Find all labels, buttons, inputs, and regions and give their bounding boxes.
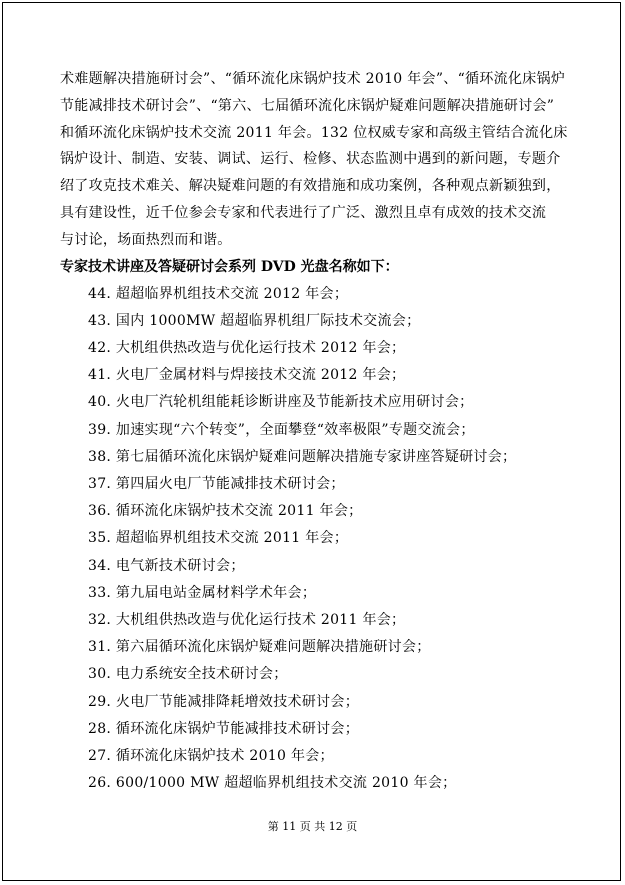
list-item: 40. 火电厂汽轮机组能耗诊断讲座及节能新技术应用研讨会； <box>88 394 474 411</box>
list-item: 36. 循环流化床锅炉技术交流 2011 年会； <box>88 503 363 520</box>
intro-line: 节能减排技术研讨会”、“第六、七届循环流化床锅炉疑难问题解决措施研讨会” <box>60 97 555 114</box>
list-item: 37. 第四届火电厂节能减排技术研讨会； <box>88 476 345 492</box>
list-item: 44. 超超临界机组技术交流 2012 年会； <box>88 285 349 302</box>
intro-line: 具有建设性，近千位参会专家和代表进行了广泛、激烈且卓有成效的技术交流 <box>60 204 547 221</box>
section-heading: 专家技术讲座及答疑研讨会系列 DVD 光盘名称如下： <box>60 258 399 275</box>
document-body <box>60 66 578 797</box>
list-item: 26. 600/1000 MW 超超临界机组技术交流 2010 年会； <box>88 775 457 792</box>
page-number: 第 11 页 共 12 页 <box>267 820 358 833</box>
list-item: 31. 第六届循环流化床锅炉疑难问题解决措施研讨会； <box>88 639 431 656</box>
intro-line: 锅炉设计、制造、安装、调试、运行、检修、状态监测中遇到的新问题，专题介 <box>60 151 561 168</box>
intro-paragraph <box>60 66 578 254</box>
page-footer <box>0 818 625 834</box>
list-item: 38. 第七届循环流化床锅炉疑难问题解决措施专家讲座答疑研讨会； <box>88 448 517 465</box>
list-item: 41. 火电厂金属材料与焊接技术交流 2012 年会； <box>88 367 406 384</box>
intro-line: 术难题解决措施研讨会”、“循环流化床锅炉技术 2010 年会”、“循环流化床锅炉 <box>60 71 566 87</box>
list-item: 34. 电气新技术研讨会； <box>88 557 245 574</box>
dvd-list <box>60 281 578 798</box>
list-item: 39. 加速实现“六个转变”，全面攀登“效率极限”专题交流会； <box>88 421 475 438</box>
list-item: 32. 大机组供热改造与优化运行技术 2011 年会； <box>88 612 406 629</box>
intro-line: 和循环流化床锅炉技术交流 2011 年会。132 位权威专家和高级主管结合流化床 <box>60 124 568 141</box>
list-item: 35. 超超临界机组技术交流 2011 年会； <box>88 530 349 547</box>
list-item: 29. 火电厂节能减排降耗增效技术研讨会； <box>88 693 360 710</box>
intro-line: 与讨论，场面热烈而和谐。 <box>60 231 232 248</box>
list-item: 30. 电力系统安全技术研讨会； <box>88 666 288 683</box>
list-item: 27. 循环流化床锅炉技术 2010 年会； <box>88 748 334 765</box>
list-item: 33. 第九届电站金属材料学术年会； <box>88 584 317 601</box>
list-item: 42. 大机组供热改造与优化运行技术 2012 年会； <box>88 339 406 356</box>
list-item: 43. 国内 1000MW 超超临界机组厂际技术交流会； <box>88 312 421 329</box>
intro-line: 绍了攻克技术难关、解决疑难问题的有效措施和成功案例，各种观点新颖独到， <box>60 178 561 195</box>
list-item: 28. 循环流化床锅炉节能减排技术研讨会； <box>88 720 360 737</box>
